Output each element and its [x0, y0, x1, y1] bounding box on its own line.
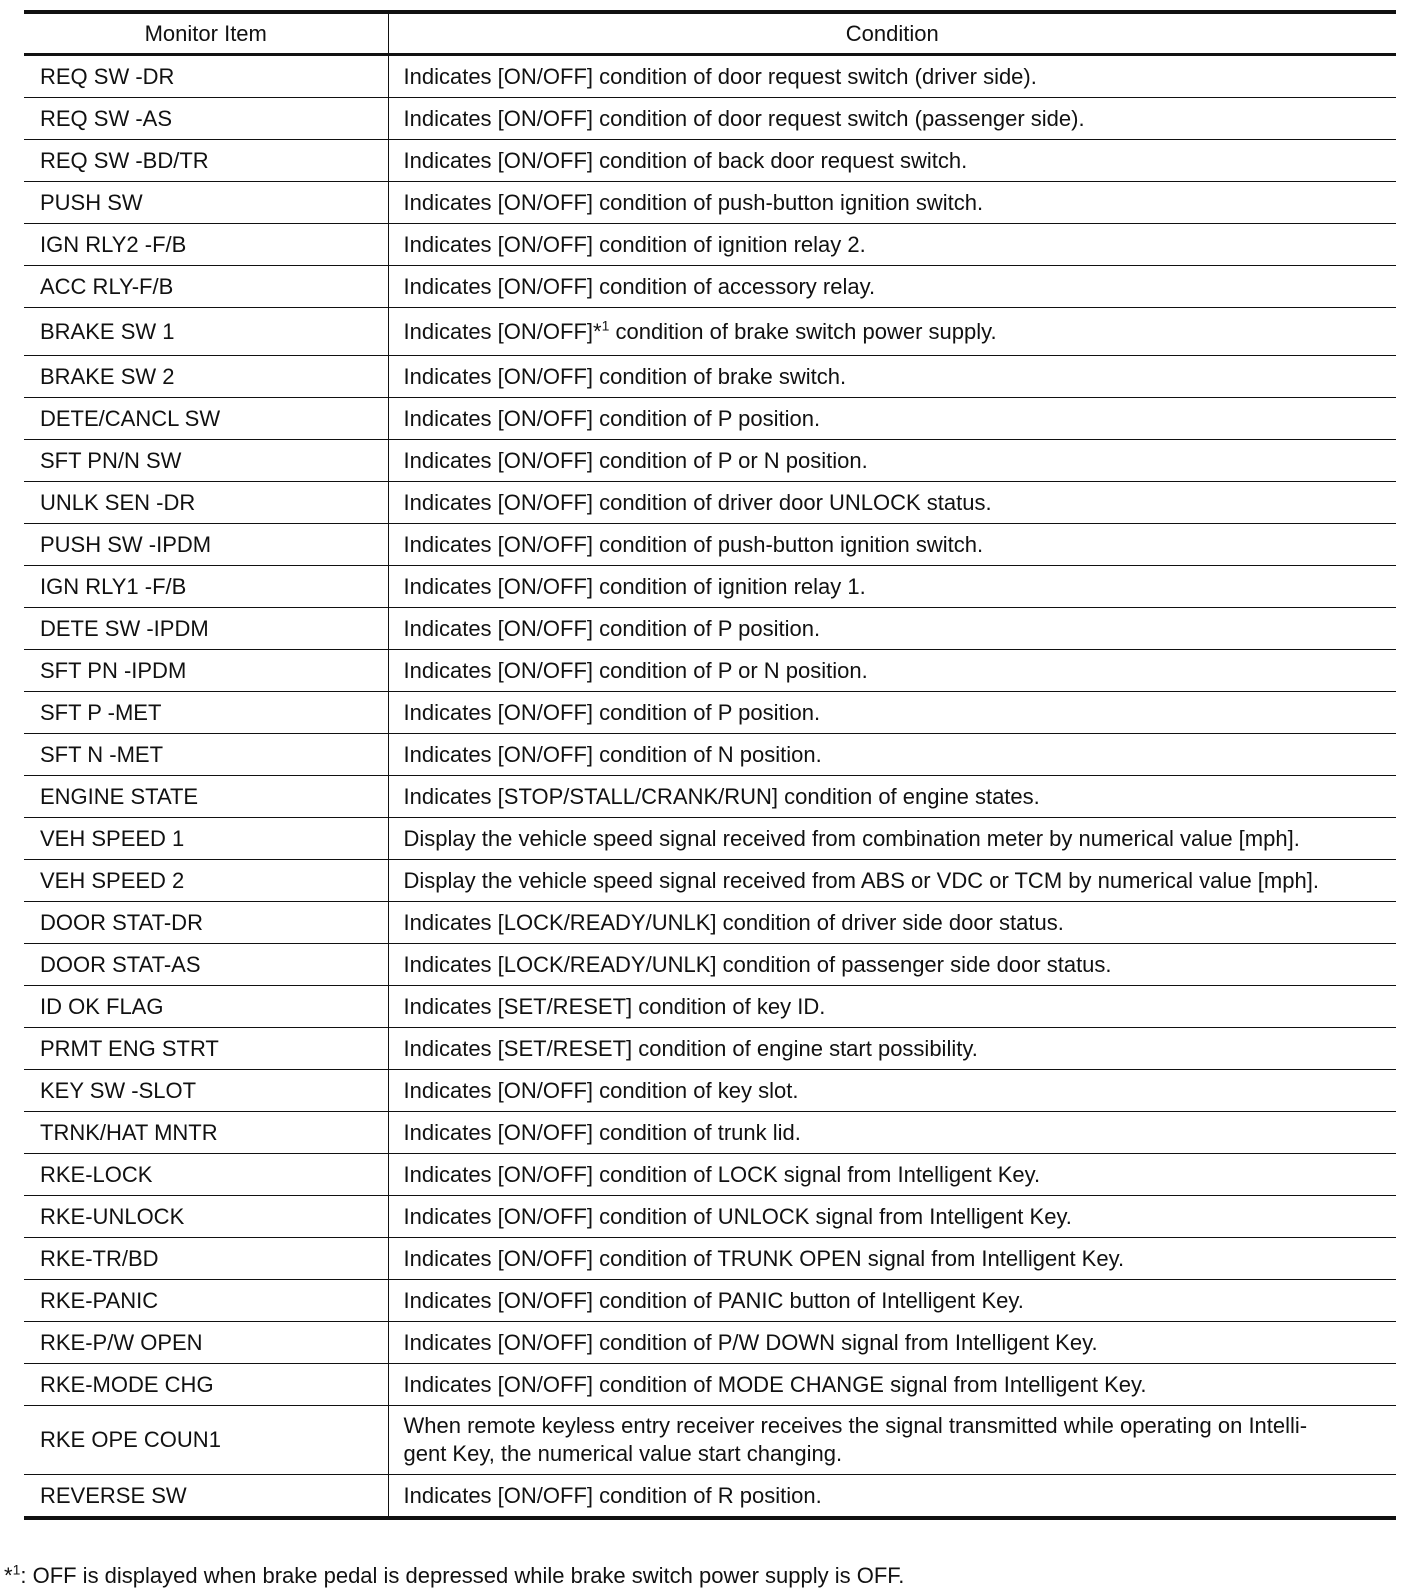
footnote [4, 1562, 904, 1590]
table-row [24, 776, 1396, 818]
table-row [24, 1028, 1396, 1070]
table-row [24, 398, 1396, 440]
condition-cell [388, 308, 1396, 356]
condition-cell: Indicates [ON/OFF] condition of PANIC button of Intelligent Key. [388, 1280, 1396, 1322]
monitor-item-cell: TRNK/HAT MNTR [24, 1112, 388, 1154]
table-row [24, 608, 1396, 650]
monitor-item-cell: KEY SW -SLOT [24, 1070, 388, 1112]
condition-cell: Indicates [ON/OFF] condition of P or N position. [388, 440, 1396, 482]
condition-cell: Display the vehicle speed signal received from combination meter by numerical value [mph]. [388, 818, 1396, 860]
monitor-item-cell: BRAKE SW 1 [24, 308, 388, 356]
table-row [24, 224, 1396, 266]
table-header-row [24, 12, 1396, 55]
monitor-item-cell: REQ SW -DR [24, 55, 388, 98]
condition-cell: Indicates [ON/OFF] condition of back door request switch. [388, 140, 1396, 182]
condition-cell: Indicates [ON/OFF] condition of push-button ignition switch. [388, 524, 1396, 566]
table-row [24, 1322, 1396, 1364]
condition-cell: Indicates [ON/OFF] condition of ignition relay 2. [388, 224, 1396, 266]
condition-cell: Indicates [ON/OFF] condition of accessory relay. [388, 266, 1396, 308]
table-row [24, 140, 1396, 182]
monitor-item-cell: VEH SPEED 1 [24, 818, 388, 860]
condition-cell: Indicates [ON/OFF] condition of UNLOCK signal from Intelligent Key. [388, 1196, 1396, 1238]
monitor-item-cell: REVERSE SW [24, 1475, 388, 1519]
condition-cell: Indicates [ON/OFF] condition of key slot. [388, 1070, 1396, 1112]
condition-cell: Indicates [ON/OFF] condition of P/W DOWN signal from Intelligent Key. [388, 1322, 1396, 1364]
table-row [24, 1280, 1396, 1322]
table-row [24, 734, 1396, 776]
monitor-item-cell: RKE-PANIC [24, 1280, 388, 1322]
column-header-monitor-item: Monitor Item [24, 12, 388, 55]
table-row [24, 650, 1396, 692]
condition-cell: Indicates [ON/OFF] condition of driver door UNLOCK status. [388, 482, 1396, 524]
table-row [24, 524, 1396, 566]
condition-cell: Display the vehicle speed signal received from ABS or VDC or TCM by numerical value [mph]. [388, 860, 1396, 902]
table-row [24, 182, 1396, 224]
table-row [24, 1364, 1396, 1406]
footnote-marker: * [4, 1563, 13, 1588]
condition-text: condition of brake switch power supply. [609, 318, 997, 344]
condition-cell: Indicates [STOP/STALL/CRANK/RUN] condition of engine states. [388, 776, 1396, 818]
table-row [24, 1112, 1396, 1154]
condition-cell: Indicates [ON/OFF] condition of R position. [403, 1482, 822, 1508]
monitor-item-cell: SFT N -MET [24, 734, 388, 776]
condition-text: Indicates [ON/OFF]* [403, 318, 602, 344]
condition-cell: Indicates [ON/OFF] condition of door request switch (passenger side). [388, 98, 1396, 140]
condition-cell: Indicates [ON/OFF] condition of MODE CHANGE signal from Intelligent Key. [388, 1364, 1396, 1406]
table-row [24, 308, 1396, 356]
table-row [24, 1475, 1396, 1519]
monitor-item-cell: RKE OPE COUN1 [24, 1406, 388, 1475]
monitor-item-cell: PUSH SW [24, 182, 388, 224]
table-row [24, 55, 1396, 98]
monitor-item-cell: ID OK FLAG [24, 986, 388, 1028]
monitor-item-cell: RKE-UNLOCK [24, 1196, 388, 1238]
table-row [24, 566, 1396, 608]
monitor-item-cell: ACC RLY-F/B [24, 266, 388, 308]
condition-cell: Indicates [ON/OFF] condition of P position. [388, 398, 1396, 440]
monitor-item-cell: IGN RLY2 -F/B [24, 224, 388, 266]
monitor-item-cell: PRMT ENG STRT [24, 1028, 388, 1070]
condition-cell: Indicates [LOCK/READY/UNLK] condition of passenger side door status. [388, 944, 1396, 986]
condition-cell: Indicates [ON/OFF] condition of P position. [388, 608, 1396, 650]
table-row [24, 1406, 1396, 1475]
table-row [24, 1196, 1396, 1238]
condition-cell: Indicates [ON/OFF] condition of P position. [388, 692, 1396, 734]
condition-line: When remote keyless entry receiver receives the signal transmitted while operating on Intelli- [403, 1413, 1308, 1438]
table-row [24, 692, 1396, 734]
table-row [24, 98, 1396, 140]
monitor-item-cell: SFT PN -IPDM [24, 650, 388, 692]
monitor-item-table [24, 10, 1396, 1520]
footnote-reference: 1 [601, 317, 610, 334]
column-header-condition: Condition [388, 12, 1396, 55]
condition-cell: Indicates [SET/RESET] condition of engine start possibility. [388, 1028, 1396, 1070]
table-row [24, 986, 1396, 1028]
table-row [24, 1154, 1396, 1196]
table-row [24, 860, 1396, 902]
monitor-item-cell: SFT PN/N SW [24, 440, 388, 482]
condition-cell: Indicates [ON/OFF] condition of trunk lid. [388, 1112, 1396, 1154]
monitor-item-cell: SFT P -MET [24, 692, 388, 734]
condition-cell: Indicates [ON/OFF] condition of push-button ignition switch. [388, 182, 1396, 224]
condition-cell [388, 1406, 1396, 1475]
condition-cell: Indicates [SET/RESET] condition of key ID. [388, 986, 1396, 1028]
monitor-item-cell: VEH SPEED 2 [24, 860, 388, 902]
condition-cell: Indicates [ON/OFF] condition of brake switch. [388, 356, 1396, 398]
table-row [24, 356, 1396, 398]
monitor-item-cell: RKE-MODE CHG [24, 1364, 388, 1406]
table-row [24, 1070, 1396, 1112]
monitor-item-cell: DETE/CANCL SW [24, 398, 388, 440]
condition-cell: Indicates [ON/OFF] condition of door request switch (driver side). [388, 55, 1396, 98]
table-row [24, 818, 1396, 860]
monitor-item-cell: DETE SW -IPDM [24, 608, 388, 650]
monitor-item-cell: ENGINE STATE [24, 776, 388, 818]
condition-cell: Indicates [ON/OFF] condition of LOCK signal from Intelligent Key. [388, 1154, 1396, 1196]
table-row [24, 440, 1396, 482]
monitor-item-cell: REQ SW -BD/TR [24, 140, 388, 182]
condition-cell: Indicates [ON/OFF] condition of P or N position. [388, 650, 1396, 692]
table-row [24, 266, 1396, 308]
condition-line: gent Key, the numerical value start changing. [403, 1441, 843, 1466]
table-row [24, 1238, 1396, 1280]
condition-cell: Indicates [ON/OFF] condition of ignition relay 1. [388, 566, 1396, 608]
monitor-item-cell: DOOR STAT-AS [24, 944, 388, 986]
table-row [24, 482, 1396, 524]
footnote-text: : OFF is displayed when brake pedal is depressed while brake switch power supply is OFF. [20, 1563, 905, 1588]
table-row [24, 944, 1396, 986]
monitor-item-cell: REQ SW -AS [24, 98, 388, 140]
monitor-item-cell: IGN RLY1 -F/B [24, 566, 388, 608]
condition-cell: Indicates [LOCK/READY/UNLK] condition of driver side door status. [388, 902, 1396, 944]
monitor-item-cell: BRAKE SW 2 [24, 356, 388, 398]
condition-cell: Indicates [ON/OFF] condition of TRUNK OPEN signal from Intelligent Key. [388, 1238, 1396, 1280]
monitor-item-cell: DOOR STAT-DR [24, 902, 388, 944]
monitor-item-cell: RKE-LOCK [24, 1154, 388, 1196]
monitor-item-cell: RKE-TR/BD [24, 1238, 388, 1280]
condition-cell: Indicates [ON/OFF] condition of N position. [388, 734, 1396, 776]
monitor-item-cell: UNLK SEN -DR [24, 482, 388, 524]
table-row [24, 902, 1396, 944]
monitor-item-cell: RKE-P/W OPEN [24, 1322, 388, 1364]
footnote-number: 1 [12, 1561, 21, 1578]
monitor-item-cell: PUSH SW -IPDM [24, 524, 388, 566]
